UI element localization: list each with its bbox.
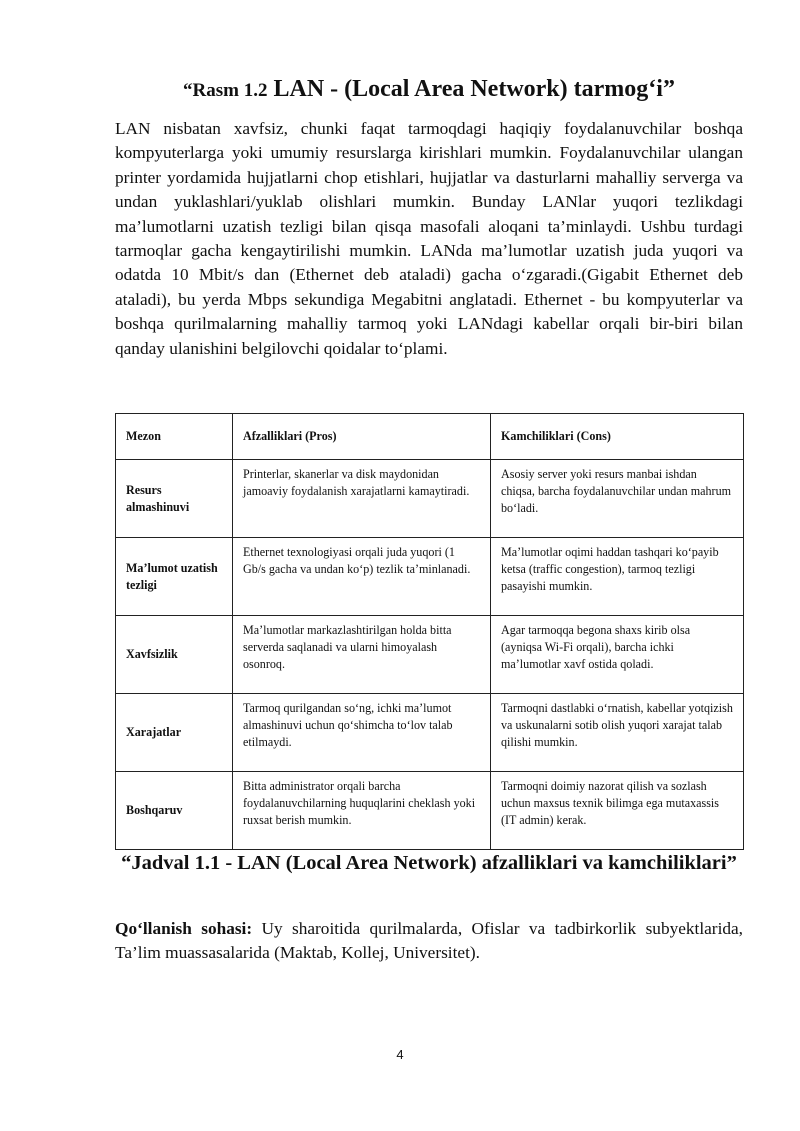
row-cons: Tarmoqni doimiy nazorat qilish va sozlash uchun maxsus texnik bilimga ega mutaxassis (IT admin) kerak.	[491, 772, 744, 850]
table-row	[116, 772, 744, 850]
page-number: 4	[396, 1047, 404, 1062]
table-header-row	[116, 414, 744, 460]
header-cons: Kamchiliklari (Cons)	[491, 414, 744, 460]
row-pros: Tarmoq qurilgandan so‘ng, ichki ma’lumot almashinuvi uchun qo‘shimcha to‘lov talab etilmaydi.	[233, 694, 491, 772]
row-cons: Asosiy server yoki resurs manbai ishdan chiqsa, barcha foydalanuvchilar undan mahrum bo‘ladi.	[491, 460, 744, 538]
header-pros: Afzalliklari (Pros)	[233, 414, 491, 460]
row-cons: Agar tarmoqqa begona shaxs kirib olsa (ayniqsa Wi-Fi orqali), barcha ichki ma’lumotlar xavf ostida qoladi.	[491, 616, 744, 694]
header-criterion: Mezon	[116, 414, 233, 460]
figure-caption-title: LAN - (Local Area Network) tarmog‘i”	[273, 76, 675, 102]
row-criterion: Xarajatlar	[116, 694, 233, 772]
row-pros: Ethernet texnologiyasi orqali juda yuqori (1 Gb/s gacha va undan ko‘p) tezlik ta’minlanadi.	[233, 538, 491, 616]
row-pros: Printerlar, skanerlar va disk maydonidan jamoaviy foydalanish xarajatlarni kamaytiradi.	[233, 460, 491, 538]
figure-caption	[115, 72, 743, 108]
row-cons: Ma’lumotlar oqimi haddan tashqari ko‘payib ketsa (traffic congestion), tarmoq tezligi pasayishi mumkin.	[491, 538, 744, 616]
row-criterion: Resurs almashinuvi	[116, 460, 233, 538]
row-criterion: Ma’lumot uzatish tezligi	[116, 538, 233, 616]
body-paragraph: LAN nisbatan xavfsiz, chunki faqat tarmoqdagi haqiqiy foydalanuvchilar boshqa kompyuterlarga yoki umumiy resurslarga kirishlari mumkin. Foydalanuvchilar ulangan printer yordamida hujjatlarni chop etishlari, hujjatlar va dasturlarni mahalliy serverga va undan yuklashlari/yuklab olishlari mumkin. Bunday LANlar yuqori tezlikdagi ma’lumotlarni uzatish tezligi bilan qisqa masofali aloqani ta’minlaydi. Ushbu turdagi tarmoqlar gacha kengaytirilishi mumkin. LANda ma’lumotlar uzatish juda yuqori va odatda 10 Mbit/s dan (Ethernet deb ataladi) gacha o‘zgaradi.(Gigabit Ethernet deb ataladi), bu yerda Mbps sekundiga Megabitni anglatadi. Ethernet - bu kompyuterlar va boshqa qurilmalarning mahalliy tarmoq yoki LANdagi kabellar orqali bir-biri bilan qanday ulanishini belgilovchi qoidalar to‘plami.	[115, 119, 743, 358]
figure-caption-prefix: “Rasm 1.2	[183, 80, 268, 101]
usage-paragraph	[115, 917, 743, 966]
row-pros: Ma’lumotlar markazlashtirilgan holda bitta serverda saqlanadi va ularni himoyalash osonroq.	[233, 616, 491, 694]
table-row	[116, 538, 744, 616]
row-criterion: Boshqaruv	[116, 772, 233, 850]
table-row	[116, 616, 744, 694]
usage-text: Uy sharoitida qurilmalarda, Ofislar va tadbirkorlik subyektlarida, Ta’lim muassasalarida (Maktab, Kollej, Universitet).	[115, 919, 743, 963]
usage-label: Qo‘llanish sohasi:	[115, 919, 253, 938]
table-caption: “Jadval 1.1 - LAN (Local Area Network) afzalliklari va kamchiliklari”	[121, 852, 737, 874]
row-pros: Bitta administrator orqali barcha foydalanuvchilarning huquqlarini cheklash yoki ruxsat berish mumkin.	[233, 772, 491, 850]
lan-comparison-table	[115, 413, 744, 850]
row-criterion: Xavfsizlik	[116, 616, 233, 694]
table-row	[116, 694, 744, 772]
table-row	[116, 460, 744, 538]
row-cons: Tarmoqni dastlabki o‘rnatish, kabellar yotqizish va uskunalarni sotib olish yuqori xarajat talab qilishi mumkin.	[491, 694, 744, 772]
